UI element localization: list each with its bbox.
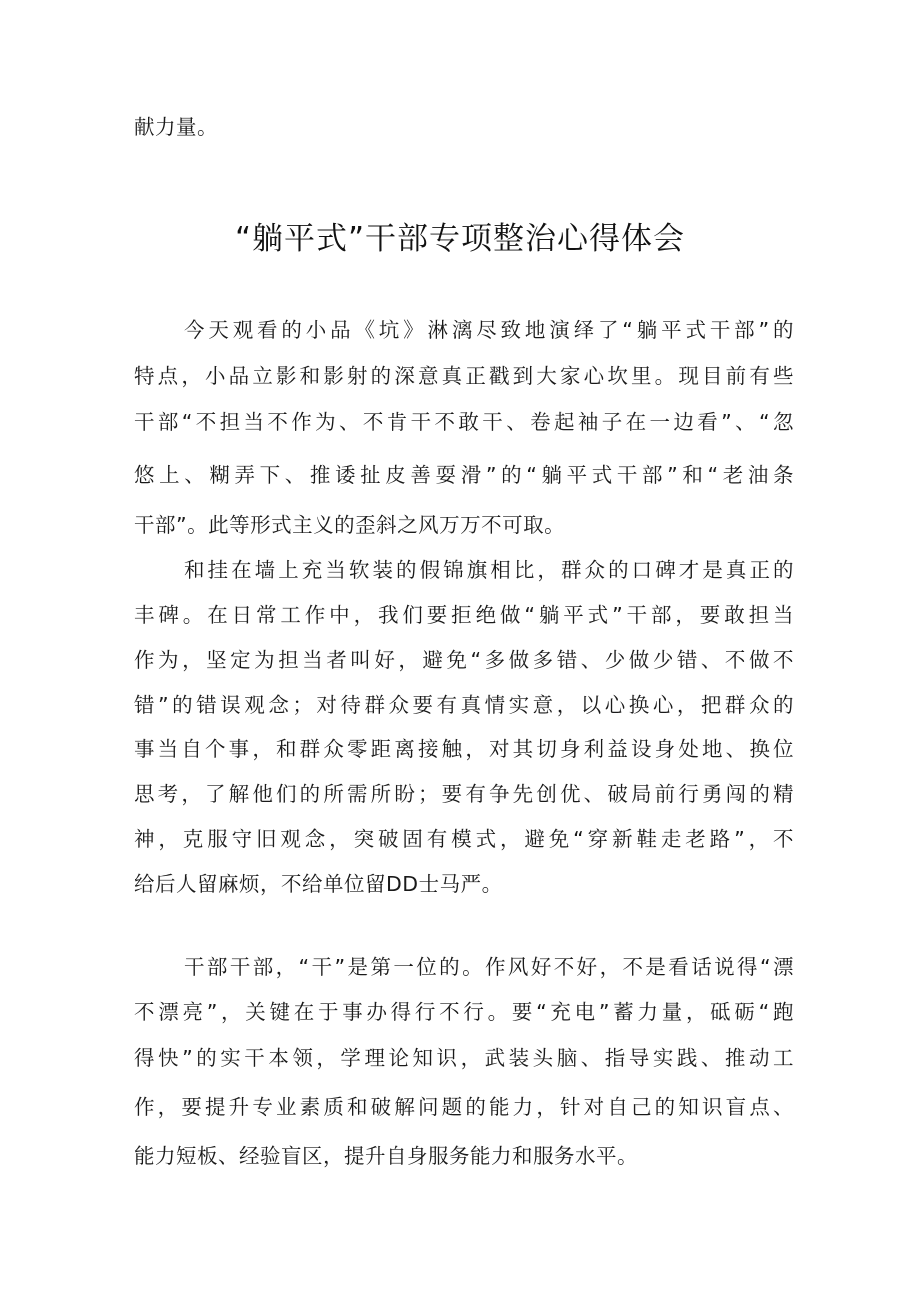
paragraph-line: 错”的错误观念；对待群众要有真情实意，以心换心，把群众的 <box>134 693 794 717</box>
paragraph-line: 神，克服守旧观念，突破固有模式，避免“穿新鞋走老路”，不 <box>134 827 794 851</box>
paragraph-line: 悠上、糊弄下、推诿扯皮善耍滑”的“躺平式干部”和“老油条 <box>134 463 794 487</box>
continuation-text: 献力量。 <box>134 115 218 139</box>
paragraph-line: 干部干部，“干”是第一位的。作风好不好，不是看话说得“漂 <box>184 955 794 979</box>
paragraph-line: 事当自个事，和群众零距离接触，对其切身利益设身处地、换位 <box>134 737 794 761</box>
paragraph-line: 不漂亮”，关键在于事办得行不行。要“充电”蓄力量，砥砺“跑 <box>134 1000 794 1024</box>
paragraph-line: 干部”。此等形式主义的歪斜之风万万不可取。 <box>134 513 566 537</box>
paragraph-line: 和挂在墙上充当软装的假锦旗相比，群众的口碑才是真正的 <box>184 558 794 582</box>
paragraph-line: 作为，坚定为担当者叫好，避免“多做多错、少做少错、不做不 <box>134 648 794 672</box>
paragraph-line: 得快”的实干本领，学理论知识，武装头脑、指导实践、推动工 <box>134 1046 794 1070</box>
paragraph-line: 能力短板、经验盲区，提升自身服务能力和服务水平。 <box>134 1144 638 1168</box>
page-title: “躺平式”干部专项整治心得体会 <box>234 221 686 257</box>
paragraph-line: 丰碑。在日常工作中，我们要拒绝做“躺平式”干部，要敢担当 <box>134 603 794 627</box>
paragraph-line: 思考，了解他们的所需所盼；要有争先创优、破局前行勇闯的精 <box>134 782 794 806</box>
paragraph-line: 特点，小品立影和影射的深意真正戳到大家心坎里。现目前有些 <box>134 364 794 388</box>
paragraph-line: 今天观看的小品《坑》淋漓尽致地演绎了“躺平式干部”的 <box>184 318 794 342</box>
paragraph-line: 干部“不担当不作为、不肯干不敢干、卷起袖子在一边看”、“忽 <box>134 410 794 434</box>
paragraph-line: 给后人留麻烦，不给单位留DD士马严。 <box>134 872 503 896</box>
paragraph-line: 作，要提升专业素质和破解问题的能力，针对自己的知识盲点、 <box>134 1095 794 1119</box>
